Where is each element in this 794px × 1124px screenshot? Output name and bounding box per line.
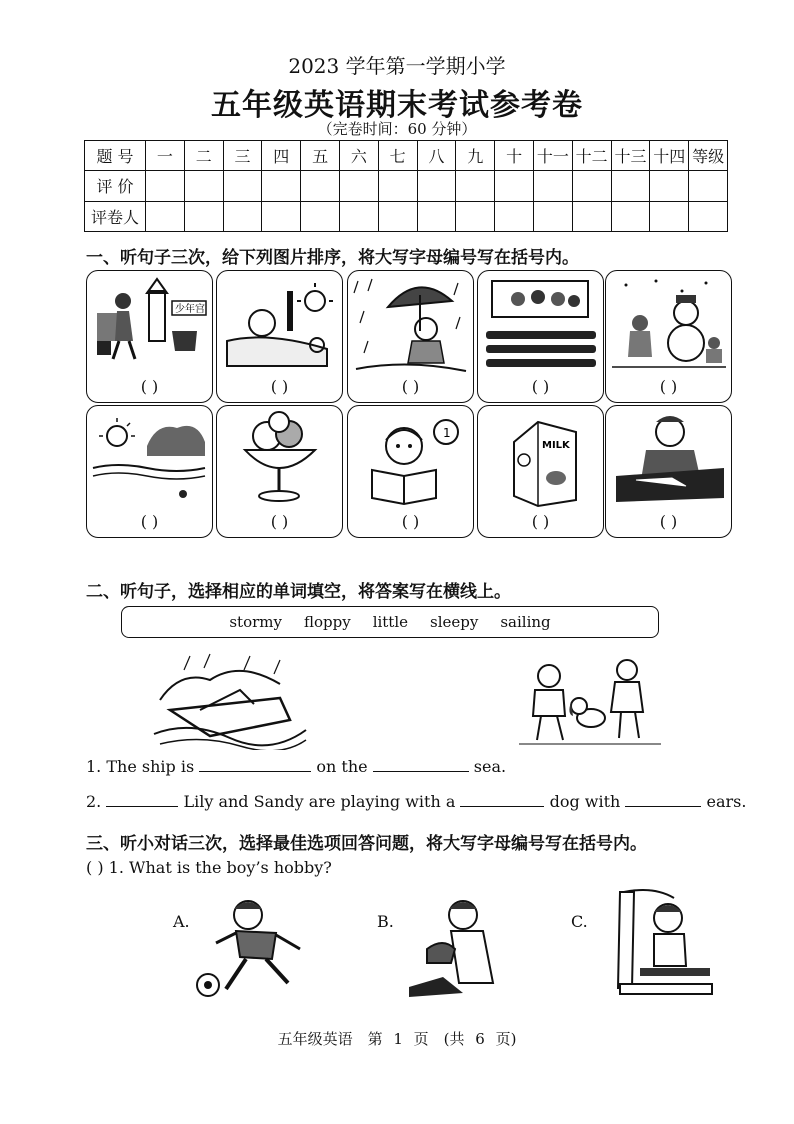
answer-blank[interactable] (625, 792, 701, 807)
answer-bracket[interactable]: ( ) (401, 512, 420, 531)
table-cell: 八 (417, 141, 456, 171)
table-cell: 十二 (572, 141, 611, 171)
answer-blank[interactable] (373, 757, 469, 772)
option-a-label: A. (173, 912, 190, 931)
table-cell: 九 (456, 141, 495, 171)
table-cell[interactable] (339, 171, 378, 201)
answer-bracket[interactable]: ( ) (531, 377, 550, 396)
picture-card-wake-up (216, 270, 343, 403)
table-cell[interactable] (417, 171, 456, 201)
table-cell[interactable] (689, 171, 728, 201)
option-c-label: C. (571, 912, 588, 931)
table-cell[interactable] (146, 171, 185, 201)
section-2-title: 二、听句子，选择相应的单词填空，将答案写在横线上。 (86, 582, 511, 602)
answer-bracket[interactable]: ( ) (140, 377, 159, 396)
table-cell[interactable] (339, 201, 378, 231)
table-cell: 二 (184, 141, 223, 171)
score-table-row-evaluation (85, 171, 728, 201)
table-cell[interactable] (378, 201, 417, 231)
table-cell[interactable] (417, 201, 456, 231)
picture-card-ice-cream (216, 405, 343, 538)
table-cell[interactable] (650, 201, 689, 231)
table-cell: 一 (146, 141, 185, 171)
question-text: on the (316, 757, 368, 776)
table-cell[interactable] (184, 201, 223, 231)
answer-bracket[interactable]: ( ) (140, 512, 159, 531)
table-cell[interactable] (223, 171, 262, 201)
exam-duration: （完卷时间：60 分钟） (317, 120, 477, 138)
table-cell[interactable] (689, 201, 728, 231)
table-cell[interactable] (533, 201, 572, 231)
picture-card-beach (86, 405, 213, 538)
table-cell[interactable] (495, 171, 534, 201)
score-table-header-row (85, 141, 728, 171)
table-cell[interactable] (301, 171, 340, 201)
table-cell[interactable] (262, 201, 301, 231)
picture-card-school (86, 270, 213, 403)
picture-card-reading (347, 405, 474, 538)
stormy-ship-illustration (150, 650, 310, 750)
question-3-1 (86, 858, 332, 877)
answer-bracket[interactable]: ( ) (270, 377, 289, 396)
question-text: Lily and Sandy are playing with a (183, 792, 456, 811)
answer-bracket[interactable]: ( ) (531, 512, 550, 531)
table-cell[interactable] (572, 201, 611, 231)
question-2-2 (86, 792, 746, 811)
table-cell[interactable] (572, 171, 611, 201)
question-text: ears. (706, 792, 747, 811)
word-bank (121, 606, 659, 638)
word-option: floppy (303, 613, 351, 631)
table-cell: 评卷人 (85, 201, 146, 231)
section-3-title: 三、听小对话三次，选择最佳选项回答问题，将大写字母编号写在括号内。 (86, 834, 647, 854)
page-footer: 五年级英语 第 1 页 (共 6 页) (277, 1030, 517, 1048)
table-cell: 十三 (611, 141, 650, 171)
table-cell[interactable] (146, 201, 185, 231)
table-cell: 三 (223, 141, 262, 171)
table-cell: 十 (495, 141, 534, 171)
carton-label: MILK (542, 440, 570, 451)
picture-card-snowman (605, 270, 732, 403)
option-b-label: B. (377, 912, 394, 931)
table-cell[interactable] (184, 171, 223, 201)
word-option: little (372, 613, 409, 631)
answer-bracket[interactable]: ( ) (659, 512, 678, 531)
table-cell[interactable] (611, 171, 650, 201)
answer-bracket[interactable]: ( ) (659, 377, 678, 396)
table-cell: 五 (301, 141, 340, 171)
picture-card-cinema (477, 270, 604, 403)
score-table-row-grader (85, 201, 728, 231)
answer-blank[interactable] (460, 792, 544, 807)
picture-card-rainy (347, 270, 474, 403)
picture-card-milk (477, 405, 604, 538)
question-number: 1. (86, 757, 102, 776)
table-cell[interactable] (533, 171, 572, 201)
word-option: sleepy (430, 613, 479, 631)
svg-text:1: 1 (443, 426, 451, 440)
table-cell: 四 (262, 141, 301, 171)
table-cell[interactable] (223, 201, 262, 231)
answer-blank[interactable] (106, 792, 178, 807)
table-cell: 六 (339, 141, 378, 171)
question-text: 1. What is the boy’s hobby? (108, 858, 332, 877)
table-cell: 十四 (650, 141, 689, 171)
question-text: dog with (549, 792, 621, 811)
boy-watering-plants-icon (403, 893, 513, 1003)
children-with-dog-illustration (515, 656, 665, 748)
question-text: The ship is (106, 757, 195, 776)
sign-text: 少年宫 (175, 304, 205, 315)
answer-bracket[interactable]: ( ) (86, 858, 104, 877)
table-cell[interactable] (650, 171, 689, 201)
table-cell[interactable] (456, 201, 495, 231)
table-cell[interactable] (301, 201, 340, 231)
table-cell[interactable] (456, 171, 495, 201)
exam-title: 五年级英语期末考试参考卷 (211, 88, 583, 123)
table-cell: 十一 (533, 141, 572, 171)
answer-blank[interactable] (199, 757, 311, 772)
table-cell: 等级 (689, 141, 728, 171)
question-text: sea. (473, 757, 507, 776)
word-option: sailing (500, 613, 551, 631)
table-cell[interactable] (262, 171, 301, 201)
table-cell: 评 价 (85, 171, 146, 201)
boy-football-icon (196, 893, 316, 1003)
question-number: 2. (86, 792, 102, 811)
table-cell[interactable] (611, 201, 650, 231)
table-cell: 七 (378, 141, 417, 171)
table-cell[interactable] (495, 201, 534, 231)
answer-bracket[interactable]: ( ) (401, 377, 420, 396)
word-option: stormy (229, 613, 282, 631)
exam-subtitle: 2023 学年第一学期小学 (288, 54, 506, 78)
picture-card-model-plane (605, 405, 732, 538)
score-table (84, 140, 728, 232)
section-1-title: 一、听句子三次，给下列图片排序，将大写字母编号写在括号内。 (86, 248, 579, 268)
table-cell[interactable] (378, 171, 417, 201)
boy-cooking-icon (614, 888, 714, 1000)
question-2-1 (86, 757, 506, 776)
answer-bracket[interactable]: ( ) (270, 512, 289, 531)
table-cell: 题 号 (85, 141, 146, 171)
